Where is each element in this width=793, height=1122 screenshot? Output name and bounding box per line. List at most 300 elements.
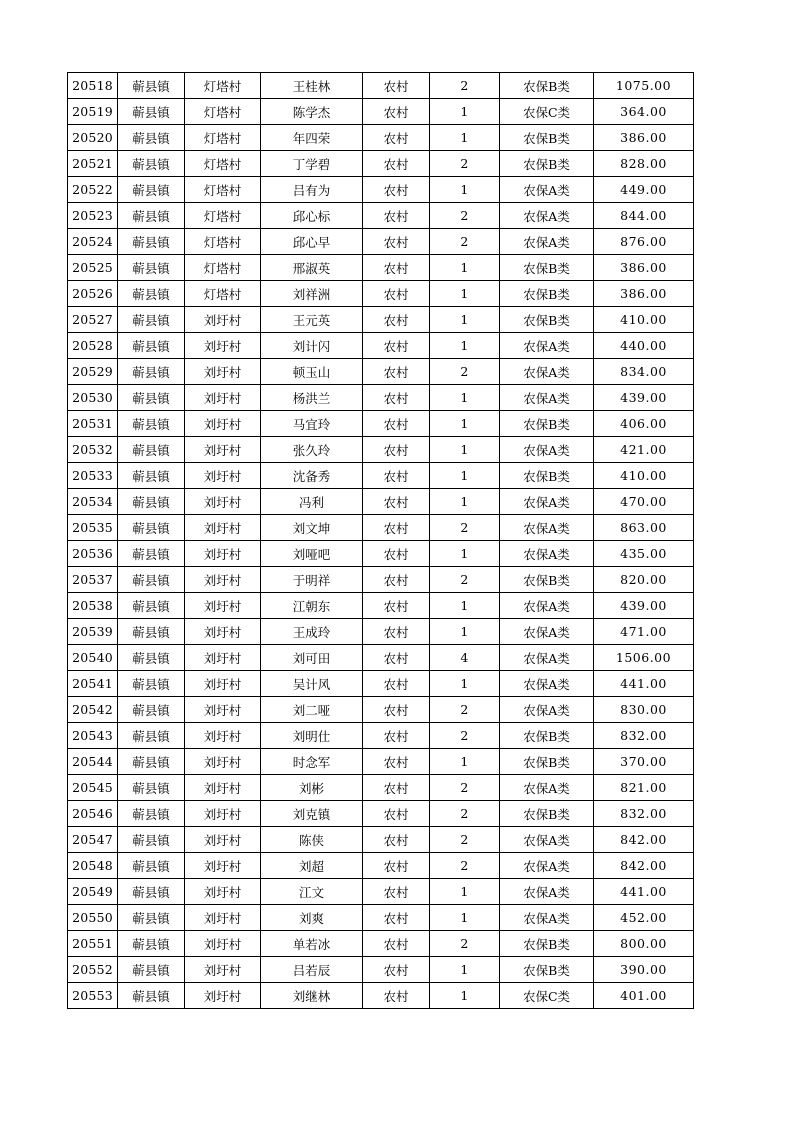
area-type-cell: 农村 [363, 359, 430, 385]
village-cell: 刘圩村 [185, 307, 261, 333]
name-cell: 邱心早 [261, 229, 363, 255]
name-cell: 马宜玲 [261, 411, 363, 437]
area-type-cell: 农村 [363, 151, 430, 177]
name-cell: 陈学杰 [261, 99, 363, 125]
name-cell: 冯利 [261, 489, 363, 515]
record-id-cell: 20545 [68, 775, 118, 801]
village-cell: 刘圩村 [185, 697, 261, 723]
table-row [68, 99, 694, 125]
town-cell: 蕲县镇 [118, 307, 185, 333]
table-row [68, 931, 694, 957]
household-count-cell: 2 [430, 801, 500, 827]
village-cell: 灯塔村 [185, 73, 261, 99]
household-count-cell: 1 [430, 463, 500, 489]
amount-cell: 471.00 [594, 619, 694, 645]
area-type-cell: 农村 [363, 671, 430, 697]
insurance-class-cell: 农保A类 [500, 905, 594, 931]
amount-cell: 370.00 [594, 749, 694, 775]
amount-cell: 470.00 [594, 489, 694, 515]
town-cell: 蕲县镇 [118, 723, 185, 749]
table-row [68, 255, 694, 281]
village-cell: 刘圩村 [185, 359, 261, 385]
area-type-cell: 农村 [363, 255, 430, 281]
household-count-cell: 1 [430, 437, 500, 463]
town-cell: 蕲县镇 [118, 385, 185, 411]
name-cell: 于明祥 [261, 567, 363, 593]
name-cell: 吕若辰 [261, 957, 363, 983]
insurance-class-cell: 农保C类 [500, 99, 594, 125]
insurance-class-cell: 农保A类 [500, 385, 594, 411]
record-id-cell: 20520 [68, 125, 118, 151]
household-count-cell: 2 [430, 775, 500, 801]
area-type-cell: 农村 [363, 749, 430, 775]
insurance-class-cell: 农保B类 [500, 463, 594, 489]
amount-cell: 863.00 [594, 515, 694, 541]
record-id-cell: 20552 [68, 957, 118, 983]
insurance-class-cell: 农保A类 [500, 697, 594, 723]
household-count-cell: 1 [430, 957, 500, 983]
record-id-cell: 20546 [68, 801, 118, 827]
amount-cell: 828.00 [594, 151, 694, 177]
amount-cell: 441.00 [594, 671, 694, 697]
area-type-cell: 农村 [363, 619, 430, 645]
village-cell: 刘圩村 [185, 333, 261, 359]
household-count-cell: 2 [430, 827, 500, 853]
record-id-cell: 20539 [68, 619, 118, 645]
area-type-cell: 农村 [363, 905, 430, 931]
town-cell: 蕲县镇 [118, 905, 185, 931]
town-cell: 蕲县镇 [118, 359, 185, 385]
area-type-cell: 农村 [363, 801, 430, 827]
record-id-cell: 20540 [68, 645, 118, 671]
household-count-cell: 1 [430, 333, 500, 359]
village-cell: 刘圩村 [185, 541, 261, 567]
amount-cell: 842.00 [594, 827, 694, 853]
name-cell: 时念军 [261, 749, 363, 775]
insurance-class-cell: 农保A类 [500, 359, 594, 385]
area-type-cell: 农村 [363, 333, 430, 359]
table-row [68, 671, 694, 697]
record-id-cell: 20550 [68, 905, 118, 931]
town-cell: 蕲县镇 [118, 879, 185, 905]
insurance-class-cell: 农保A类 [500, 203, 594, 229]
table-row [68, 697, 694, 723]
area-type-cell: 农村 [363, 307, 430, 333]
area-type-cell: 农村 [363, 593, 430, 619]
insurance-class-cell: 农保A类 [500, 853, 594, 879]
village-cell: 刘圩村 [185, 983, 261, 1009]
name-cell: 刘爽 [261, 905, 363, 931]
record-id-cell: 20536 [68, 541, 118, 567]
area-type-cell: 农村 [363, 489, 430, 515]
household-count-cell: 2 [430, 151, 500, 177]
area-type-cell: 农村 [363, 879, 430, 905]
record-id-cell: 20528 [68, 333, 118, 359]
insurance-class-cell: 农保A类 [500, 619, 594, 645]
village-cell: 灯塔村 [185, 229, 261, 255]
town-cell: 蕲县镇 [118, 437, 185, 463]
town-cell: 蕲县镇 [118, 125, 185, 151]
household-count-cell: 1 [430, 411, 500, 437]
village-cell: 刘圩村 [185, 931, 261, 957]
amount-cell: 800.00 [594, 931, 694, 957]
village-cell: 刘圩村 [185, 957, 261, 983]
name-cell: 江朝东 [261, 593, 363, 619]
name-cell: 刘明仕 [261, 723, 363, 749]
table-row [68, 411, 694, 437]
name-cell: 陈侠 [261, 827, 363, 853]
table-row [68, 827, 694, 853]
insurance-class-cell: 农保B类 [500, 567, 594, 593]
name-cell: 年四荣 [261, 125, 363, 151]
village-cell: 刘圩村 [185, 385, 261, 411]
area-type-cell: 农村 [363, 723, 430, 749]
household-count-cell: 1 [430, 619, 500, 645]
name-cell: 刘超 [261, 853, 363, 879]
insurance-class-cell: 农保B类 [500, 931, 594, 957]
name-cell: 丁学碧 [261, 151, 363, 177]
household-count-cell: 2 [430, 359, 500, 385]
insurance-class-cell: 农保A类 [500, 593, 594, 619]
table-row [68, 437, 694, 463]
table-row [68, 723, 694, 749]
record-id-cell: 20532 [68, 437, 118, 463]
insurance-class-cell: 农保A类 [500, 541, 594, 567]
town-cell: 蕲县镇 [118, 99, 185, 125]
name-cell: 王桂林 [261, 73, 363, 99]
name-cell: 刘哑吧 [261, 541, 363, 567]
name-cell: 刘祥洲 [261, 281, 363, 307]
town-cell: 蕲县镇 [118, 983, 185, 1009]
household-count-cell: 2 [430, 73, 500, 99]
household-count-cell: 1 [430, 255, 500, 281]
town-cell: 蕲县镇 [118, 177, 185, 203]
table-row [68, 853, 694, 879]
insurance-class-cell: 农保A类 [500, 827, 594, 853]
table-row [68, 541, 694, 567]
name-cell: 邱心标 [261, 203, 363, 229]
insurance-class-cell: 农保B类 [500, 723, 594, 749]
household-count-cell: 1 [430, 983, 500, 1009]
amount-cell: 410.00 [594, 463, 694, 489]
village-cell: 灯塔村 [185, 151, 261, 177]
name-cell: 顿玉山 [261, 359, 363, 385]
record-id-cell: 20553 [68, 983, 118, 1009]
household-count-cell: 1 [430, 281, 500, 307]
table-row [68, 879, 694, 905]
household-count-cell: 1 [430, 541, 500, 567]
town-cell: 蕲县镇 [118, 697, 185, 723]
town-cell: 蕲县镇 [118, 203, 185, 229]
household-count-cell: 1 [430, 125, 500, 151]
area-type-cell: 农村 [363, 983, 430, 1009]
town-cell: 蕲县镇 [118, 931, 185, 957]
area-type-cell: 农村 [363, 281, 430, 307]
village-cell: 刘圩村 [185, 515, 261, 541]
record-id-cell: 20534 [68, 489, 118, 515]
area-type-cell: 农村 [363, 125, 430, 151]
table-row [68, 463, 694, 489]
amount-cell: 441.00 [594, 879, 694, 905]
table-row [68, 775, 694, 801]
table-row [68, 359, 694, 385]
amount-cell: 449.00 [594, 177, 694, 203]
amount-cell: 435.00 [594, 541, 694, 567]
name-cell: 张久玲 [261, 437, 363, 463]
insurance-class-cell: 农保B类 [500, 281, 594, 307]
area-type-cell: 农村 [363, 827, 430, 853]
village-cell: 刘圩村 [185, 437, 261, 463]
record-id-cell: 20542 [68, 697, 118, 723]
amount-cell: 421.00 [594, 437, 694, 463]
table-row [68, 515, 694, 541]
town-cell: 蕲县镇 [118, 255, 185, 281]
town-cell: 蕲县镇 [118, 671, 185, 697]
name-cell: 王元英 [261, 307, 363, 333]
area-type-cell: 农村 [363, 411, 430, 437]
area-type-cell: 农村 [363, 203, 430, 229]
record-id-cell: 20543 [68, 723, 118, 749]
table-row [68, 203, 694, 229]
area-type-cell: 农村 [363, 931, 430, 957]
table-row [68, 749, 694, 775]
name-cell: 杨洪兰 [261, 385, 363, 411]
record-id-cell: 20530 [68, 385, 118, 411]
table-row [68, 905, 694, 931]
insurance-class-cell: 农保A类 [500, 775, 594, 801]
name-cell: 刘二哑 [261, 697, 363, 723]
household-count-cell: 1 [430, 99, 500, 125]
town-cell: 蕲县镇 [118, 151, 185, 177]
record-id-cell: 20535 [68, 515, 118, 541]
town-cell: 蕲县镇 [118, 567, 185, 593]
insurance-class-cell: 农保B类 [500, 801, 594, 827]
table-row [68, 801, 694, 827]
town-cell: 蕲县镇 [118, 957, 185, 983]
table-row [68, 567, 694, 593]
amount-cell: 439.00 [594, 385, 694, 411]
insurance-class-cell: 农保A类 [500, 437, 594, 463]
name-cell: 单若冰 [261, 931, 363, 957]
insurance-class-cell: 农保A类 [500, 515, 594, 541]
town-cell: 蕲县镇 [118, 541, 185, 567]
record-id-cell: 20525 [68, 255, 118, 281]
record-id-cell: 20524 [68, 229, 118, 255]
village-cell: 刘圩村 [185, 749, 261, 775]
table-row [68, 385, 694, 411]
village-cell: 刘圩村 [185, 567, 261, 593]
village-cell: 灯塔村 [185, 203, 261, 229]
amount-cell: 440.00 [594, 333, 694, 359]
record-id-cell: 20549 [68, 879, 118, 905]
amount-cell: 452.00 [594, 905, 694, 931]
amount-cell: 830.00 [594, 697, 694, 723]
town-cell: 蕲县镇 [118, 411, 185, 437]
household-count-cell: 1 [430, 177, 500, 203]
amount-cell: 406.00 [594, 411, 694, 437]
insurance-class-cell: 农保A类 [500, 177, 594, 203]
area-type-cell: 农村 [363, 541, 430, 567]
record-id-cell: 20551 [68, 931, 118, 957]
area-type-cell: 农村 [363, 177, 430, 203]
insurance-class-cell: 农保A类 [500, 229, 594, 255]
record-table [67, 72, 694, 1009]
town-cell: 蕲县镇 [118, 775, 185, 801]
area-type-cell: 农村 [363, 853, 430, 879]
record-id-cell: 20523 [68, 203, 118, 229]
insurance-class-cell: 农保B类 [500, 151, 594, 177]
name-cell: 沈备秀 [261, 463, 363, 489]
town-cell: 蕲县镇 [118, 489, 185, 515]
village-cell: 刘圩村 [185, 905, 261, 931]
household-count-cell: 1 [430, 905, 500, 931]
amount-cell: 401.00 [594, 983, 694, 1009]
record-id-cell: 20541 [68, 671, 118, 697]
amount-cell: 1506.00 [594, 645, 694, 671]
table-row [68, 645, 694, 671]
record-id-cell: 20547 [68, 827, 118, 853]
amount-cell: 821.00 [594, 775, 694, 801]
village-cell: 刘圩村 [185, 593, 261, 619]
name-cell: 刘文坤 [261, 515, 363, 541]
table-row [68, 489, 694, 515]
household-count-cell: 2 [430, 931, 500, 957]
household-count-cell: 1 [430, 593, 500, 619]
town-cell: 蕲县镇 [118, 593, 185, 619]
household-count-cell: 2 [430, 723, 500, 749]
table-row [68, 177, 694, 203]
name-cell: 刘克镇 [261, 801, 363, 827]
area-type-cell: 农村 [363, 463, 430, 489]
household-count-cell: 1 [430, 749, 500, 775]
record-id-cell: 20531 [68, 411, 118, 437]
record-id-cell: 20537 [68, 567, 118, 593]
record-id-cell: 20518 [68, 73, 118, 99]
town-cell: 蕲县镇 [118, 515, 185, 541]
name-cell: 刘彬 [261, 775, 363, 801]
town-cell: 蕲县镇 [118, 853, 185, 879]
area-type-cell: 农村 [363, 775, 430, 801]
table-row [68, 151, 694, 177]
area-type-cell: 农村 [363, 515, 430, 541]
household-count-cell: 2 [430, 203, 500, 229]
name-cell: 江文 [261, 879, 363, 905]
household-count-cell: 2 [430, 567, 500, 593]
insurance-class-cell: 农保A类 [500, 645, 594, 671]
town-cell: 蕲县镇 [118, 801, 185, 827]
household-count-cell: 1 [430, 489, 500, 515]
village-cell: 灯塔村 [185, 255, 261, 281]
village-cell: 刘圩村 [185, 645, 261, 671]
record-id-cell: 20533 [68, 463, 118, 489]
name-cell: 刘计闪 [261, 333, 363, 359]
table-row [68, 957, 694, 983]
household-count-cell: 4 [430, 645, 500, 671]
table-row [68, 307, 694, 333]
village-cell: 刘圩村 [185, 671, 261, 697]
amount-cell: 390.00 [594, 957, 694, 983]
village-cell: 刘圩村 [185, 853, 261, 879]
town-cell: 蕲县镇 [118, 645, 185, 671]
town-cell: 蕲县镇 [118, 749, 185, 775]
insurance-class-cell: 农保B类 [500, 957, 594, 983]
table-row [68, 333, 694, 359]
insurance-class-cell: 农保B类 [500, 749, 594, 775]
table-row [68, 125, 694, 151]
amount-cell: 386.00 [594, 255, 694, 281]
amount-cell: 876.00 [594, 229, 694, 255]
village-cell: 刘圩村 [185, 489, 261, 515]
village-cell: 刘圩村 [185, 879, 261, 905]
area-type-cell: 农村 [363, 229, 430, 255]
amount-cell: 364.00 [594, 99, 694, 125]
amount-cell: 832.00 [594, 801, 694, 827]
record-id-cell: 20526 [68, 281, 118, 307]
name-cell: 吴计风 [261, 671, 363, 697]
name-cell: 刘继林 [261, 983, 363, 1009]
area-type-cell: 农村 [363, 567, 430, 593]
amount-cell: 1075.00 [594, 73, 694, 99]
area-type-cell: 农村 [363, 99, 430, 125]
amount-cell: 832.00 [594, 723, 694, 749]
table-row [68, 281, 694, 307]
household-count-cell: 2 [430, 515, 500, 541]
household-count-cell: 1 [430, 879, 500, 905]
village-cell: 刘圩村 [185, 775, 261, 801]
town-cell: 蕲县镇 [118, 333, 185, 359]
area-type-cell: 农村 [363, 697, 430, 723]
table-row [68, 593, 694, 619]
amount-cell: 834.00 [594, 359, 694, 385]
record-id-cell: 20548 [68, 853, 118, 879]
amount-cell: 410.00 [594, 307, 694, 333]
name-cell: 邢淑英 [261, 255, 363, 281]
village-cell: 灯塔村 [185, 125, 261, 151]
household-count-cell: 1 [430, 671, 500, 697]
household-count-cell: 2 [430, 697, 500, 723]
town-cell: 蕲县镇 [118, 229, 185, 255]
record-id-cell: 20527 [68, 307, 118, 333]
area-type-cell: 农村 [363, 437, 430, 463]
table-row [68, 619, 694, 645]
village-cell: 灯塔村 [185, 177, 261, 203]
insurance-class-cell: 农保B类 [500, 307, 594, 333]
village-cell: 刘圩村 [185, 411, 261, 437]
household-count-cell: 1 [430, 385, 500, 411]
village-cell: 刘圩村 [185, 723, 261, 749]
table-row [68, 983, 694, 1009]
town-cell: 蕲县镇 [118, 463, 185, 489]
table-row [68, 73, 694, 99]
name-cell: 王成玲 [261, 619, 363, 645]
amount-cell: 820.00 [594, 567, 694, 593]
household-count-cell: 2 [430, 853, 500, 879]
insurance-class-cell: 农保A类 [500, 671, 594, 697]
town-cell: 蕲县镇 [118, 73, 185, 99]
insurance-class-cell: 农保A类 [500, 879, 594, 905]
household-count-cell: 1 [430, 307, 500, 333]
name-cell: 刘可田 [261, 645, 363, 671]
area-type-cell: 农村 [363, 957, 430, 983]
record-id-cell: 20521 [68, 151, 118, 177]
amount-cell: 844.00 [594, 203, 694, 229]
record-id-cell: 20538 [68, 593, 118, 619]
insurance-class-cell: 农保B类 [500, 73, 594, 99]
village-cell: 刘圩村 [185, 619, 261, 645]
name-cell: 吕有为 [261, 177, 363, 203]
insurance-class-cell: 农保B类 [500, 125, 594, 151]
insurance-class-cell: 农保B类 [500, 411, 594, 437]
